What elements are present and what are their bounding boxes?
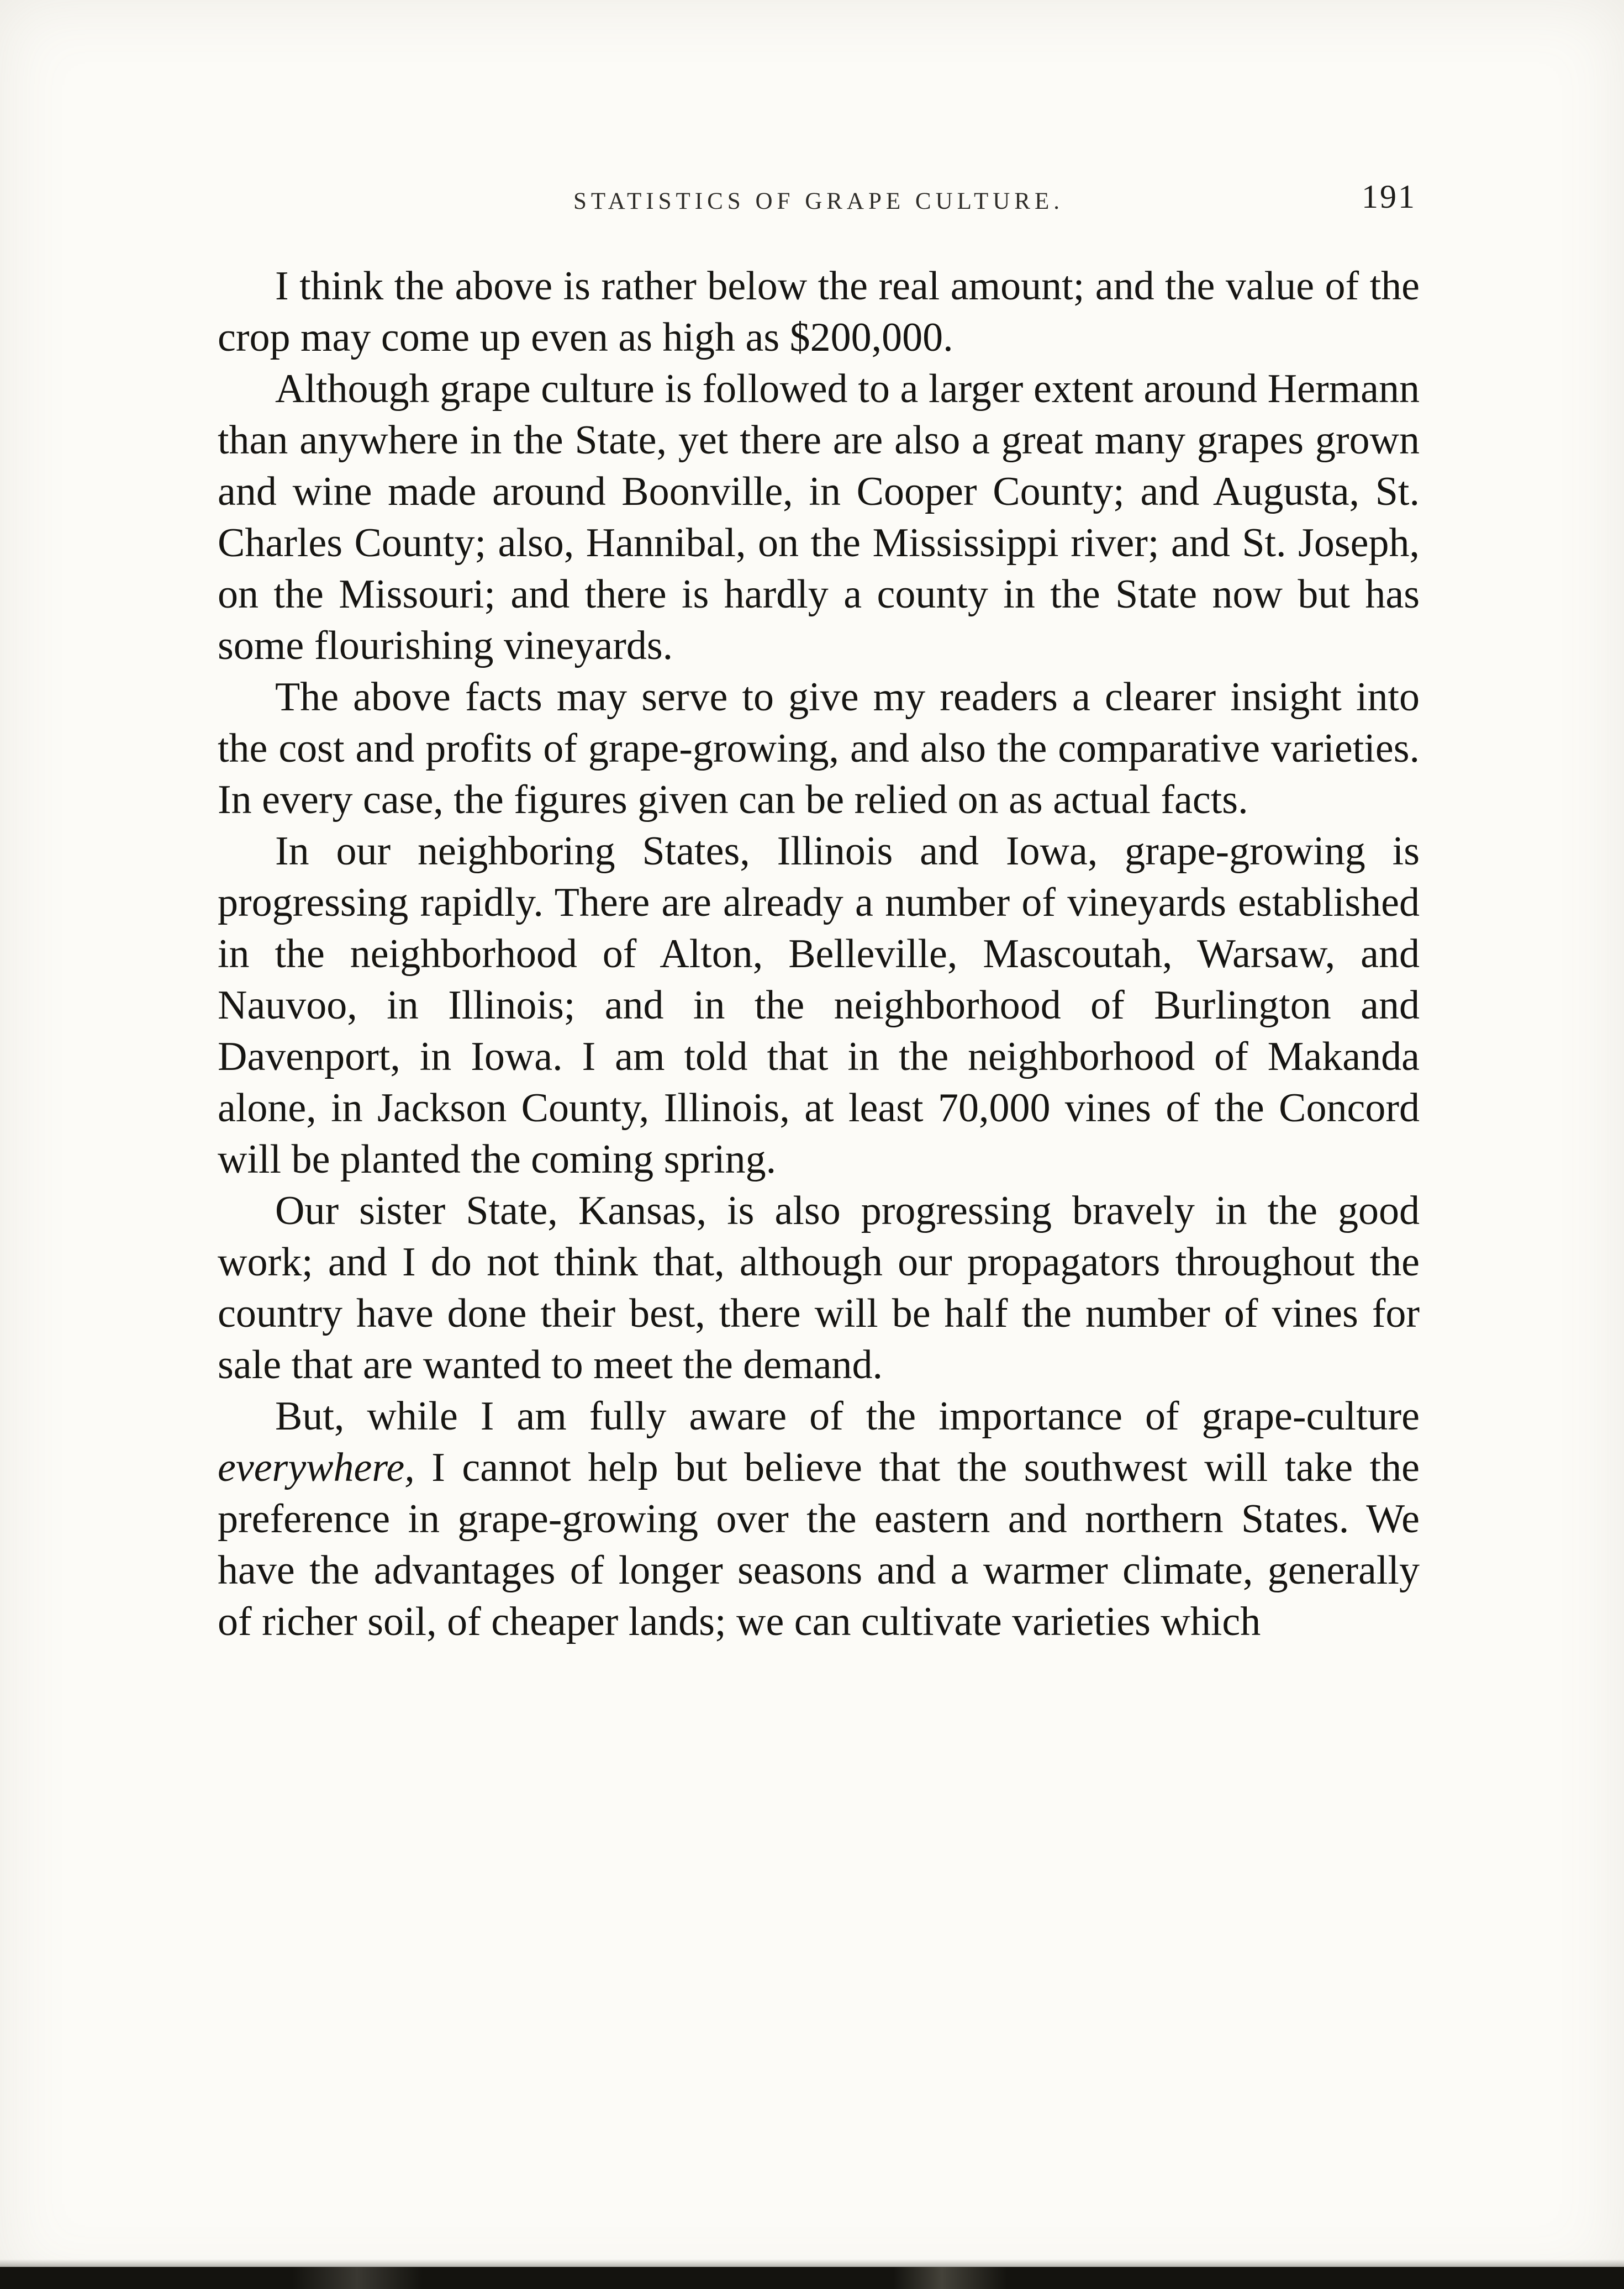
paragraph: Our sister State, Kansas, is also progressing bravely in the good work; and I do not think that, although our propagators throughout the country have done their best, there will be half the number of vines for sale that are wanted to meet the demand. xyxy=(218,1188,1420,1388)
paragraph: I think the above is rather below the real amount; and the value of the crop may come up even as high as $200,000. xyxy=(218,263,1420,360)
paragraph: In our neighboring States, Illinois and Iowa, grape-growing is progressing rapidly. There are already a number of vineyards established in the neighborhood of Alton, Belleville, Mascoutah, Warsaw, and Nauvoo, in Illinois; and in the neighborhood of Burlington and Davenport, in Iowa. I am told that in the neighborhood of Makanda alone, in Jackson County, Illinois, at least 70,000 vines of the Concord will be planted the coming spring. xyxy=(218,829,1420,1182)
paragraph xyxy=(218,1391,1420,1648)
paragraph: The above facts may serve to give my readers a clearer insight into the cost and profits of grape-growing, and also the comparative varieties. In every case, the figures given can be relied on as actual facts. xyxy=(218,674,1420,822)
running-header xyxy=(218,178,1420,228)
running-header-title: STATISTICS OF GRAPE CULTURE. xyxy=(573,188,1064,214)
scan-edge-shadow xyxy=(0,2259,1624,2267)
paragraph-segment-italic: everywhere, xyxy=(218,1445,415,1490)
paragraph-segment: I cannot help but believe that the southwest will take the preference in grape-growing over the eastern and northern States. We have the advantages of longer seasons and a warmer climate, generally of richer soil, of cheaper lands; we can cultivate varieties which xyxy=(218,1445,1420,1644)
paragraph: Although grape culture is followed to a larger extent around Hermann than anywhere in the State, yet there are also a great many grapes grown and wine made around Boonville, in Cooper County; and Augusta, St. Charles County; also, Hannibal, on the Mississippi river; and St. Joseph, on the Missouri; and there is hardly a county in the State now but has some flourishing vineyards. xyxy=(218,366,1420,668)
paragraph-segment: But, while I am fully aware of the importance of grape-culture xyxy=(275,1394,1420,1439)
body-text xyxy=(218,261,1420,1648)
page-number: 191 xyxy=(1362,178,1416,215)
scan-edge-artifact xyxy=(0,2267,1624,2289)
